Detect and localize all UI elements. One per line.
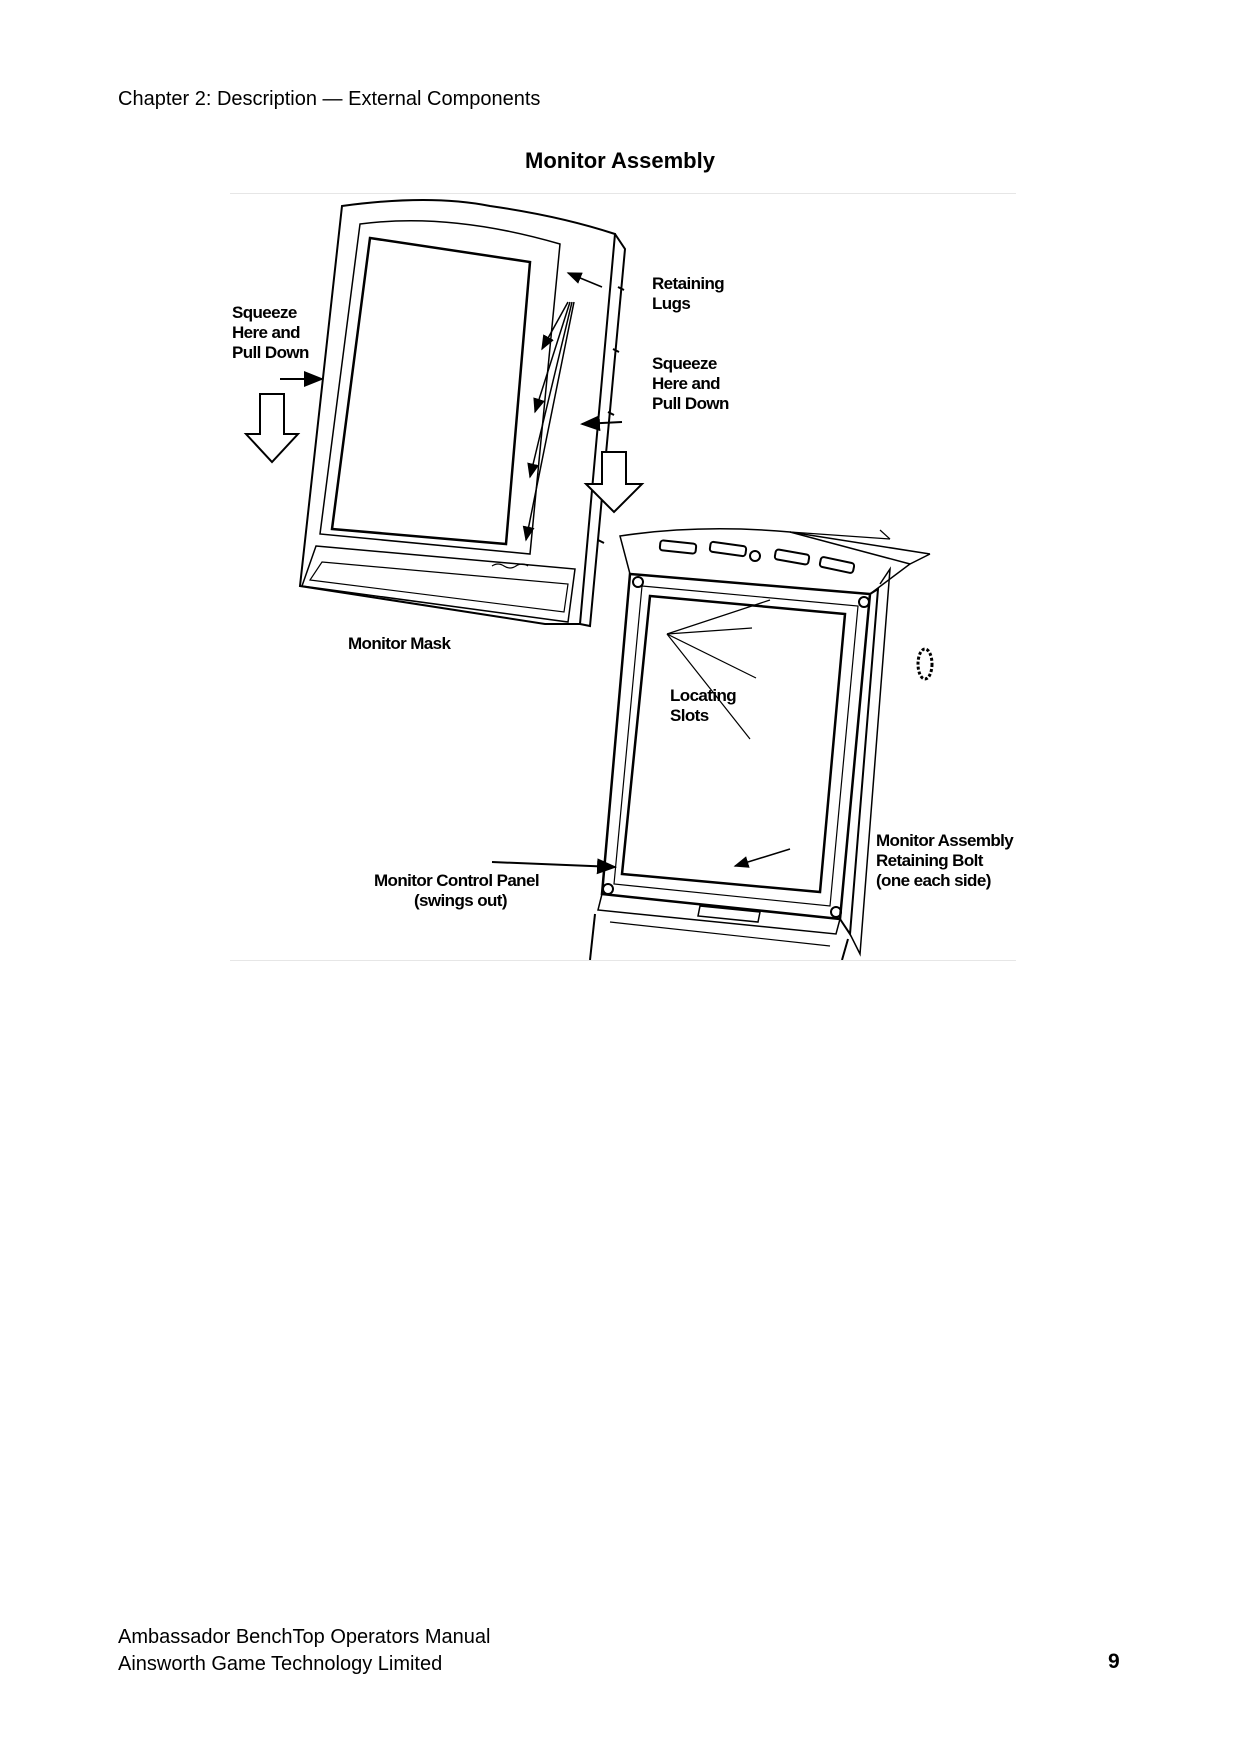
squeeze-right-arrow: [582, 422, 622, 424]
svg-text:RetainingLugs: [652, 274, 724, 313]
locating-slots-label-line1: Locating: [670, 686, 737, 705]
svg-text:Monitor Control Panel(swings o: [374, 871, 539, 910]
chapter-header: Chapter 2: Description — External Components: [118, 88, 541, 110]
control-panel-leader: [492, 862, 615, 867]
retaining-lugs-label-line1: Retaining: [652, 274, 725, 293]
squeeze-left-label-line2: Here and: [232, 323, 300, 342]
squeeze-left-label-line3: Pull Down: [232, 343, 309, 362]
footer-manual-title: Ambassador BenchTop Operators Manual: [118, 1626, 491, 1648]
retaining-bolt-leader: [735, 849, 790, 866]
squeeze-left-label-line1: Squeeze: [232, 303, 297, 322]
retaining-bolt-label-line2: Retaining Bolt: [876, 851, 983, 870]
monitor-assembly-figure: [230, 193, 1016, 961]
control-panel-label-line1: Monitor Control Panel: [374, 871, 539, 890]
squeeze-right-label-line1: Squeeze: [652, 354, 717, 373]
monitor-assembly-drawing: [590, 529, 932, 960]
footer-company: Ainsworth Game Technology Limited: [118, 1653, 443, 1675]
svg-text:SqueezeHere andPull Down: [232, 303, 309, 362]
squeeze-right-label-line3: Pull Down: [652, 394, 729, 413]
retaining-bolt-label-line1: Monitor Assembly: [876, 831, 1014, 850]
svg-text:SqueezeHere andPull Down: [652, 354, 729, 413]
control-panel-label-line2: (swings out): [414, 891, 507, 910]
pull-down-arrow-left: [246, 394, 298, 462]
retaining-lugs-label-line2: Lugs: [652, 294, 691, 313]
page-number: 9: [1108, 1650, 1120, 1673]
monitor-mask-drawing: [300, 200, 625, 626]
locating-slots-label-line2: Slots: [670, 706, 709, 725]
monitor-assembly-diagram: [230, 194, 1016, 960]
squeeze-right-label-line2: Here and: [652, 374, 720, 393]
retaining-bolt-label-line3: (one each side): [876, 871, 991, 890]
figure-title: Monitor Assembly: [525, 148, 715, 173]
svg-text:Monitor AssemblyRetaining Bolt: [876, 831, 1014, 890]
monitor-mask-label: Monitor Mask: [348, 634, 451, 653]
svg-text:LocatingSlots: [670, 686, 736, 725]
page-footer: [118, 1624, 490, 1678]
